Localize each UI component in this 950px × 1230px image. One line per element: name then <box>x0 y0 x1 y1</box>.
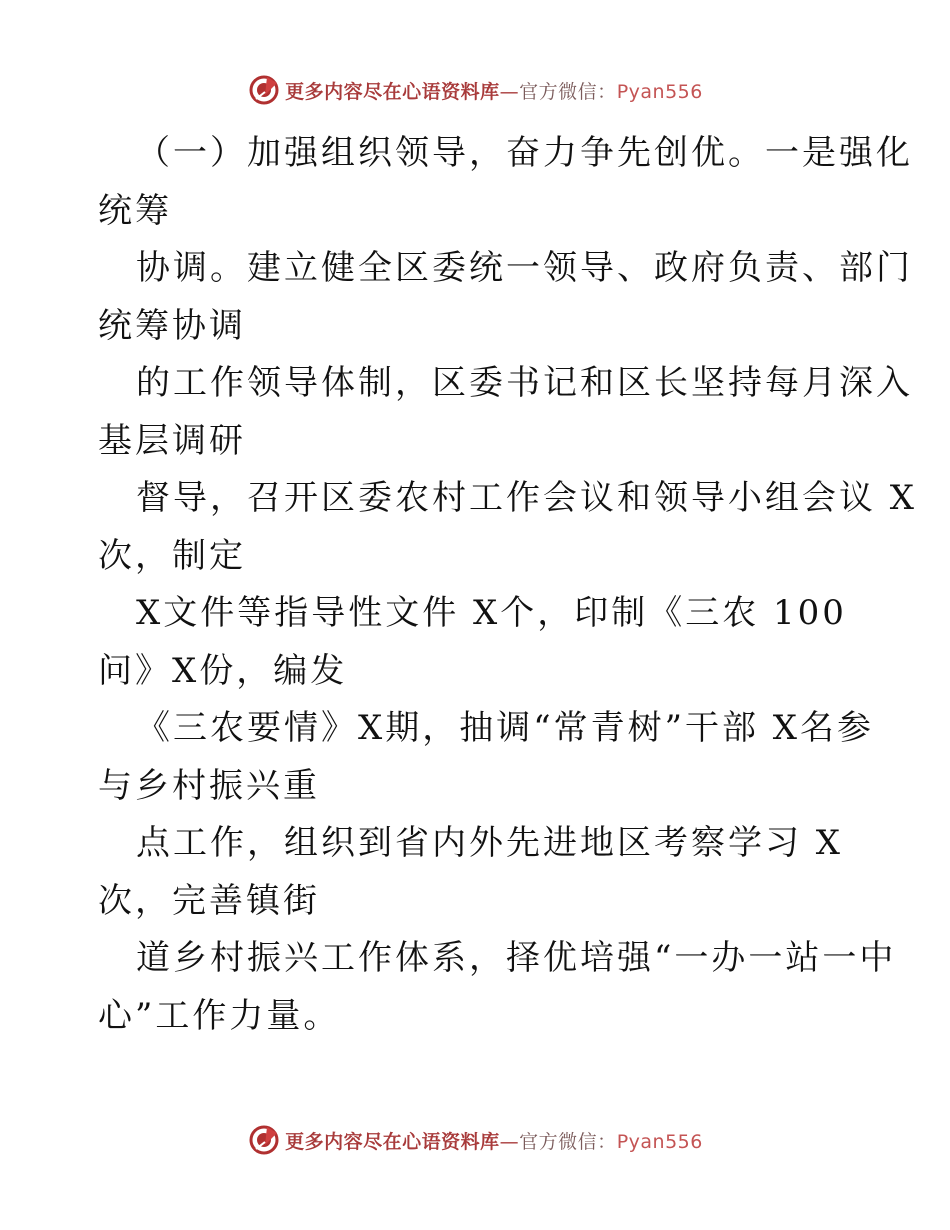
watermark-text: 更多内容尽在心语资料库—官方微信：Pyan556 <box>285 80 703 103</box>
paragraph-line: 《三农要情》X期，抽调“常青树”干部 X名参 <box>136 708 874 748</box>
paragraph-line: 道乡村振兴工作体系，择优培强“一办一站一中 <box>136 938 897 978</box>
logo-icon <box>247 1123 281 1157</box>
paragraph-line: 问》X份，编发 <box>98 650 348 691</box>
paragraph-line: 督导，召开区委农村工作会议和领导小组会议 X <box>136 478 918 518</box>
paragraph-line: 次，完善镇街 <box>98 880 320 921</box>
paragraph-line: 基层调研 <box>98 420 246 461</box>
watermark-text: 更多内容尽在心语资料库—官方微信：Pyan556 <box>285 1130 703 1153</box>
document-body <box>98 125 918 1045</box>
logo-icon <box>247 73 281 107</box>
paragraph-line: X文件等指导性文件 X个，印制《三农 100 <box>136 593 847 633</box>
paragraph-line: 心”工作力量。 <box>98 995 341 1036</box>
paragraph-line: 次，制定 <box>98 535 246 576</box>
header-watermark <box>0 70 950 110</box>
paragraph-line: 点工作，组织到省内外先进地区考察学习 X <box>136 823 844 863</box>
paragraph-line: 协调。建立健全区委统一领导、政府负责、部门 <box>136 248 913 288</box>
paragraph-line: 统筹 <box>98 190 172 231</box>
paragraph-line: （一）加强组织领导，奋力争先创优。一是强化 <box>136 133 913 173</box>
paragraph-line: 与乡村振兴重 <box>98 765 320 806</box>
paragraph-line: 统筹协调 <box>98 305 246 346</box>
footer-watermark <box>0 1120 950 1160</box>
paragraph-line: 的工作领导体制，区委书记和区长坚持每月深入 <box>136 363 913 403</box>
